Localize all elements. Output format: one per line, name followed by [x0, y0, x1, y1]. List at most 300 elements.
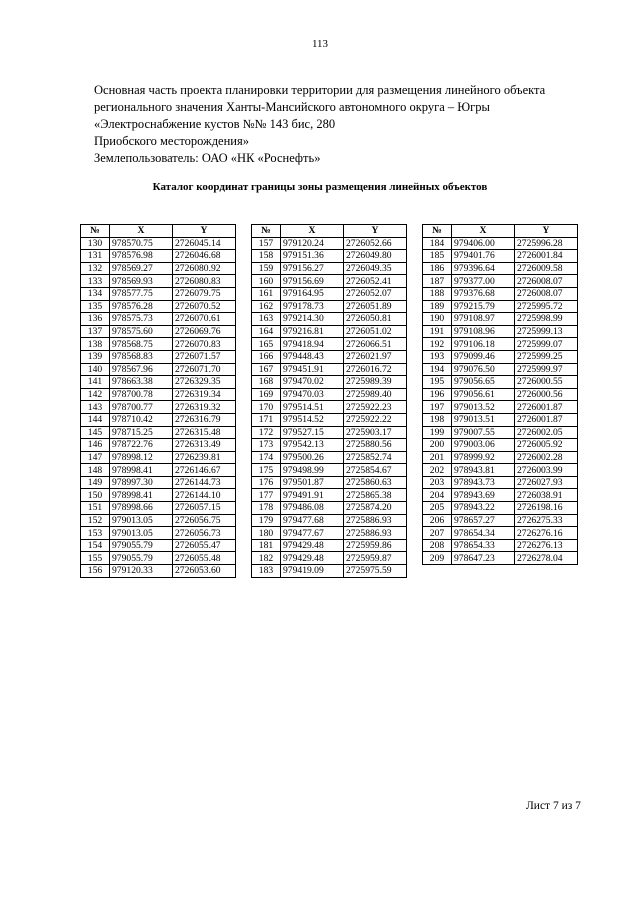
x-coordinate-cell: 978657.27	[452, 514, 515, 527]
table-row	[81, 237, 236, 250]
y-coordinate-cell: 2726038.91	[515, 489, 578, 502]
table-row	[81, 250, 236, 263]
y-coordinate-cell: 2725999.07	[515, 338, 578, 351]
table-row	[252, 451, 407, 464]
point-number-cell: 162	[252, 300, 281, 313]
column-header: №	[81, 225, 110, 238]
x-coordinate-cell: 979406.00	[452, 237, 515, 250]
table-row	[81, 565, 236, 578]
x-coordinate-cell: 979377.00	[452, 275, 515, 288]
table-row	[423, 338, 578, 351]
header-line: «Электроснабжение кустов №№ 143 бис, 280	[94, 117, 336, 131]
x-coordinate-cell: 979401.76	[452, 250, 515, 263]
column-header: Y	[344, 225, 407, 238]
x-coordinate-cell: 978576.98	[110, 250, 173, 263]
x-coordinate-cell: 979056.65	[452, 376, 515, 389]
column-header: Y	[515, 225, 578, 238]
x-coordinate-cell: 978654.34	[452, 527, 515, 540]
point-number-cell: 201	[423, 451, 452, 464]
point-number-cell: 196	[423, 388, 452, 401]
point-number-cell: 197	[423, 401, 452, 414]
x-coordinate-cell: 979451.91	[281, 363, 344, 376]
header-line: Основная часть проекта планировки территории для размещения линейного объекта	[94, 83, 546, 97]
column-header: Y	[173, 225, 236, 238]
point-number-cell: 198	[423, 413, 452, 426]
x-coordinate-cell: 979477.67	[281, 527, 344, 540]
point-number-cell: 158	[252, 250, 281, 263]
table-row	[81, 539, 236, 552]
header-line: Приобского месторождения»	[94, 134, 249, 148]
y-coordinate-cell: 2726053.60	[173, 565, 236, 578]
point-number-cell: 130	[81, 237, 110, 250]
point-number-cell: 166	[252, 350, 281, 363]
table-row	[81, 464, 236, 477]
y-coordinate-cell: 2725880.56	[344, 439, 407, 452]
table-row	[252, 287, 407, 300]
point-number-cell: 164	[252, 325, 281, 338]
x-coordinate-cell: 978998.41	[110, 464, 173, 477]
x-coordinate-cell: 978943.81	[452, 464, 515, 477]
table-row	[252, 565, 407, 578]
point-number-cell: 139	[81, 350, 110, 363]
point-number-cell: 191	[423, 325, 452, 338]
point-number-cell: 141	[81, 376, 110, 389]
y-coordinate-cell: 2726057.15	[173, 502, 236, 515]
y-coordinate-cell: 2725874.20	[344, 502, 407, 515]
x-coordinate-cell: 979514.51	[281, 401, 344, 414]
point-number-cell: 138	[81, 338, 110, 351]
sheet-number: Лист 7 из 7	[526, 800, 581, 812]
table-row	[81, 275, 236, 288]
coordinates-table-2	[251, 224, 407, 578]
table-row	[252, 313, 407, 326]
table-row	[81, 476, 236, 489]
x-coordinate-cell: 979108.97	[452, 313, 515, 326]
point-number-cell: 186	[423, 262, 452, 275]
table-row	[81, 426, 236, 439]
x-coordinate-cell: 979418.94	[281, 338, 344, 351]
x-coordinate-cell: 979007.55	[452, 426, 515, 439]
point-number-cell: 148	[81, 464, 110, 477]
point-number-cell: 188	[423, 287, 452, 300]
table-row	[81, 376, 236, 389]
x-coordinate-cell: 978568.75	[110, 338, 173, 351]
y-coordinate-cell: 2726001.87	[515, 413, 578, 426]
x-coordinate-cell: 979108.96	[452, 325, 515, 338]
point-number-cell: 176	[252, 476, 281, 489]
point-number-cell: 171	[252, 413, 281, 426]
table-row	[252, 376, 407, 389]
y-coordinate-cell: 2726329.35	[173, 376, 236, 389]
point-number-cell: 206	[423, 514, 452, 527]
x-coordinate-cell: 979214.30	[281, 313, 344, 326]
table-row	[423, 401, 578, 414]
x-coordinate-cell: 978998.66	[110, 502, 173, 515]
table-row	[423, 262, 578, 275]
y-coordinate-cell: 2726056.73	[173, 527, 236, 540]
y-coordinate-cell: 2726319.32	[173, 401, 236, 414]
table-row	[423, 514, 578, 527]
point-number-cell: 179	[252, 514, 281, 527]
coordinates-table-1	[80, 224, 236, 578]
x-coordinate-cell: 978569.93	[110, 275, 173, 288]
coordinates-table-3	[422, 224, 578, 565]
table-row	[252, 476, 407, 489]
table-row	[252, 300, 407, 313]
y-coordinate-cell: 2726071.57	[173, 350, 236, 363]
table-row	[423, 237, 578, 250]
point-number-cell: 184	[423, 237, 452, 250]
x-coordinate-cell: 979120.24	[281, 237, 344, 250]
x-coordinate-cell: 978568.83	[110, 350, 173, 363]
point-number-cell: 156	[81, 565, 110, 578]
table-row	[81, 527, 236, 540]
point-number-cell: 209	[423, 552, 452, 565]
table-row	[252, 464, 407, 477]
y-coordinate-cell: 2726278.04	[515, 552, 578, 565]
point-number-cell: 133	[81, 275, 110, 288]
point-number-cell: 154	[81, 539, 110, 552]
table-row	[423, 527, 578, 540]
y-coordinate-cell: 2726070.52	[173, 300, 236, 313]
y-coordinate-cell: 2726069.76	[173, 325, 236, 338]
table-row	[252, 426, 407, 439]
table-row	[423, 325, 578, 338]
table-row	[423, 489, 578, 502]
table-row	[252, 514, 407, 527]
y-coordinate-cell: 2726051.89	[344, 300, 407, 313]
table-row	[252, 502, 407, 515]
table-row	[81, 502, 236, 515]
catalog-title: Каталог координат границы зоны размещения линейных объектов	[152, 181, 488, 193]
table-row	[81, 439, 236, 452]
y-coordinate-cell: 2726049.80	[344, 250, 407, 263]
point-number-cell: 194	[423, 363, 452, 376]
x-coordinate-cell: 979056.61	[452, 388, 515, 401]
point-number-cell: 175	[252, 464, 281, 477]
y-coordinate-cell: 2726045.14	[173, 237, 236, 250]
y-coordinate-cell: 2725959.86	[344, 539, 407, 552]
point-number-cell: 142	[81, 388, 110, 401]
x-coordinate-cell: 979151.36	[281, 250, 344, 263]
table-row	[81, 401, 236, 414]
x-coordinate-cell: 978722.76	[110, 439, 173, 452]
table-row	[81, 552, 236, 565]
column-header: X	[281, 225, 344, 238]
y-coordinate-cell: 2725975.59	[344, 565, 407, 578]
point-number-cell: 144	[81, 413, 110, 426]
y-coordinate-cell: 2726066.51	[344, 338, 407, 351]
y-coordinate-cell: 2726146.67	[173, 464, 236, 477]
x-coordinate-cell: 978999.92	[452, 451, 515, 464]
y-coordinate-cell: 2726051.02	[344, 325, 407, 338]
column-header: №	[252, 225, 281, 238]
y-coordinate-cell: 2725886.93	[344, 527, 407, 540]
point-number-cell: 182	[252, 552, 281, 565]
point-number-cell: 200	[423, 439, 452, 452]
x-coordinate-cell: 978998.12	[110, 451, 173, 464]
x-coordinate-cell: 979076.50	[452, 363, 515, 376]
x-coordinate-cell: 979501.87	[281, 476, 344, 489]
x-coordinate-cell: 979013.52	[452, 401, 515, 414]
x-coordinate-cell: 978576.28	[110, 300, 173, 313]
y-coordinate-cell: 2725999.25	[515, 350, 578, 363]
x-coordinate-cell: 978943.69	[452, 489, 515, 502]
table-row	[81, 300, 236, 313]
y-coordinate-cell: 2726000.55	[515, 376, 578, 389]
table-row	[423, 275, 578, 288]
x-coordinate-cell: 979429.48	[281, 552, 344, 565]
x-coordinate-cell: 979486.08	[281, 502, 344, 515]
x-coordinate-cell: 978647.23	[452, 552, 515, 565]
table-row	[423, 300, 578, 313]
table-row	[81, 413, 236, 426]
y-coordinate-cell: 2726052.07	[344, 287, 407, 300]
point-number-cell: 177	[252, 489, 281, 502]
x-coordinate-cell: 979216.81	[281, 325, 344, 338]
point-number-cell: 140	[81, 363, 110, 376]
point-number-cell: 204	[423, 489, 452, 502]
y-coordinate-cell: 2725989.39	[344, 376, 407, 389]
x-coordinate-cell: 978715.25	[110, 426, 173, 439]
x-coordinate-cell: 978654.33	[452, 539, 515, 552]
point-number-cell: 153	[81, 527, 110, 540]
x-coordinate-cell: 979156.27	[281, 262, 344, 275]
x-coordinate-cell: 978998.41	[110, 489, 173, 502]
table-row	[81, 262, 236, 275]
x-coordinate-cell: 979419.09	[281, 565, 344, 578]
y-coordinate-cell: 2725996.28	[515, 237, 578, 250]
point-number-cell: 143	[81, 401, 110, 414]
y-coordinate-cell: 2726276.13	[515, 539, 578, 552]
table-row	[423, 464, 578, 477]
y-coordinate-cell: 2726275.33	[515, 514, 578, 527]
table-row	[252, 338, 407, 351]
y-coordinate-cell: 2726052.66	[344, 237, 407, 250]
point-number-cell: 199	[423, 426, 452, 439]
column-header: №	[423, 225, 452, 238]
table-row	[81, 363, 236, 376]
y-coordinate-cell: 2726027.93	[515, 476, 578, 489]
table-header-row	[81, 225, 236, 238]
table-row	[252, 401, 407, 414]
y-coordinate-cell: 2726079.75	[173, 287, 236, 300]
y-coordinate-cell: 2726055.48	[173, 552, 236, 565]
table-row	[81, 451, 236, 464]
y-coordinate-cell: 2725999.97	[515, 363, 578, 376]
table-row	[81, 287, 236, 300]
table-row	[423, 376, 578, 389]
page-number: 113	[311, 38, 329, 50]
point-number-cell: 183	[252, 565, 281, 578]
y-coordinate-cell: 2725989.40	[344, 388, 407, 401]
x-coordinate-cell: 979477.68	[281, 514, 344, 527]
point-number-cell: 135	[81, 300, 110, 313]
table-row	[423, 313, 578, 326]
y-coordinate-cell: 2726005.92	[515, 439, 578, 452]
table-row	[423, 552, 578, 565]
x-coordinate-cell: 979164.95	[281, 287, 344, 300]
point-number-cell: 132	[81, 262, 110, 275]
y-coordinate-cell: 2726056.75	[173, 514, 236, 527]
table-row	[252, 539, 407, 552]
y-coordinate-cell: 2726239.81	[173, 451, 236, 464]
point-number-cell: 159	[252, 262, 281, 275]
y-coordinate-cell: 2726315.48	[173, 426, 236, 439]
y-coordinate-cell: 2726021.97	[344, 350, 407, 363]
point-number-cell: 180	[252, 527, 281, 540]
x-coordinate-cell: 978567.96	[110, 363, 173, 376]
x-coordinate-cell: 978700.77	[110, 401, 173, 414]
point-number-cell: 185	[423, 250, 452, 263]
y-coordinate-cell: 2725922.22	[344, 413, 407, 426]
x-coordinate-cell: 979527.15	[281, 426, 344, 439]
y-coordinate-cell: 2726070.61	[173, 313, 236, 326]
point-number-cell: 190	[423, 313, 452, 326]
point-number-cell: 137	[81, 325, 110, 338]
y-coordinate-cell: 2726046.68	[173, 250, 236, 263]
x-coordinate-cell: 979055.79	[110, 539, 173, 552]
table-row	[423, 476, 578, 489]
point-number-cell: 192	[423, 338, 452, 351]
point-number-cell: 152	[81, 514, 110, 527]
x-coordinate-cell: 979013.51	[452, 413, 515, 426]
table-row	[252, 325, 407, 338]
table-row	[423, 287, 578, 300]
y-coordinate-cell: 2725852.74	[344, 451, 407, 464]
table-row	[252, 250, 407, 263]
table-row	[252, 262, 407, 275]
point-number-cell: 181	[252, 539, 281, 552]
y-coordinate-cell: 2726144.10	[173, 489, 236, 502]
y-coordinate-cell: 2726080.83	[173, 275, 236, 288]
point-number-cell: 165	[252, 338, 281, 351]
point-number-cell: 173	[252, 439, 281, 452]
y-coordinate-cell: 2726049.35	[344, 262, 407, 275]
table-row	[252, 413, 407, 426]
table-row	[423, 451, 578, 464]
point-number-cell: 203	[423, 476, 452, 489]
table-header-row	[252, 225, 407, 238]
y-coordinate-cell: 2726198.16	[515, 502, 578, 515]
x-coordinate-cell: 979013.05	[110, 514, 173, 527]
x-coordinate-cell: 979003.06	[452, 439, 515, 452]
y-coordinate-cell: 2726313.49	[173, 439, 236, 452]
y-coordinate-cell: 2725886.93	[344, 514, 407, 527]
point-number-cell: 150	[81, 489, 110, 502]
y-coordinate-cell: 2725860.63	[344, 476, 407, 489]
table-row	[81, 514, 236, 527]
y-coordinate-cell: 2725959.87	[344, 552, 407, 565]
point-number-cell: 168	[252, 376, 281, 389]
x-coordinate-cell: 979429.48	[281, 539, 344, 552]
x-coordinate-cell: 978710.42	[110, 413, 173, 426]
y-coordinate-cell: 2726002.05	[515, 426, 578, 439]
point-number-cell: 172	[252, 426, 281, 439]
table-row	[252, 388, 407, 401]
table-row	[423, 413, 578, 426]
y-coordinate-cell: 2725922.23	[344, 401, 407, 414]
table-row	[252, 237, 407, 250]
x-coordinate-cell: 979514.52	[281, 413, 344, 426]
x-coordinate-cell: 979156.69	[281, 275, 344, 288]
table-row	[252, 527, 407, 540]
y-coordinate-cell: 2726070.83	[173, 338, 236, 351]
point-number-cell: 167	[252, 363, 281, 376]
x-coordinate-cell: 979396.64	[452, 262, 515, 275]
y-coordinate-cell: 2726008.07	[515, 275, 578, 288]
table-row	[81, 325, 236, 338]
x-coordinate-cell: 979013.05	[110, 527, 173, 540]
point-number-cell: 149	[81, 476, 110, 489]
table-row	[252, 350, 407, 363]
column-header: X	[452, 225, 515, 238]
y-coordinate-cell: 2726052.41	[344, 275, 407, 288]
table-row	[81, 489, 236, 502]
x-coordinate-cell: 978575.73	[110, 313, 173, 326]
y-coordinate-cell: 2725854.67	[344, 464, 407, 477]
table-row	[423, 350, 578, 363]
table-row	[252, 275, 407, 288]
y-coordinate-cell: 2725995.72	[515, 300, 578, 313]
x-coordinate-cell: 978577.75	[110, 287, 173, 300]
y-coordinate-cell: 2726316.79	[173, 413, 236, 426]
point-number-cell: 161	[252, 287, 281, 300]
header-line: Землепользователь: ОАО «НК «Роснефть»	[94, 151, 321, 165]
point-number-cell: 205	[423, 502, 452, 515]
y-coordinate-cell: 2726001.87	[515, 401, 578, 414]
x-coordinate-cell: 979215.79	[452, 300, 515, 313]
point-number-cell: 202	[423, 464, 452, 477]
x-coordinate-cell: 978575.60	[110, 325, 173, 338]
point-number-cell: 134	[81, 287, 110, 300]
x-coordinate-cell: 979099.46	[452, 350, 515, 363]
point-number-cell: 189	[423, 300, 452, 313]
point-number-cell: 195	[423, 376, 452, 389]
x-coordinate-cell: 979500.26	[281, 451, 344, 464]
x-coordinate-cell: 979542.13	[281, 439, 344, 452]
y-coordinate-cell: 2726071.70	[173, 363, 236, 376]
point-number-cell: 145	[81, 426, 110, 439]
x-coordinate-cell: 978997.30	[110, 476, 173, 489]
point-number-cell: 157	[252, 237, 281, 250]
table-row	[423, 426, 578, 439]
table-row	[81, 313, 236, 326]
table-row	[81, 338, 236, 351]
point-number-cell: 136	[81, 313, 110, 326]
x-coordinate-cell: 979470.03	[281, 388, 344, 401]
y-coordinate-cell: 2726009.58	[515, 262, 578, 275]
y-coordinate-cell: 2726001.84	[515, 250, 578, 263]
x-coordinate-cell: 978943.22	[452, 502, 515, 515]
x-coordinate-cell: 979055.79	[110, 552, 173, 565]
point-number-cell: 155	[81, 552, 110, 565]
column-header: X	[110, 225, 173, 238]
point-number-cell: 160	[252, 275, 281, 288]
table-row	[252, 439, 407, 452]
table-row	[423, 502, 578, 515]
x-coordinate-cell: 979376.68	[452, 287, 515, 300]
point-number-cell: 163	[252, 313, 281, 326]
table-row	[423, 250, 578, 263]
table-row	[423, 439, 578, 452]
table-row	[252, 489, 407, 502]
table-row	[252, 552, 407, 565]
table-row	[81, 388, 236, 401]
point-number-cell: 207	[423, 527, 452, 540]
y-coordinate-cell: 2725998.99	[515, 313, 578, 326]
y-coordinate-cell: 2725865.38	[344, 489, 407, 502]
